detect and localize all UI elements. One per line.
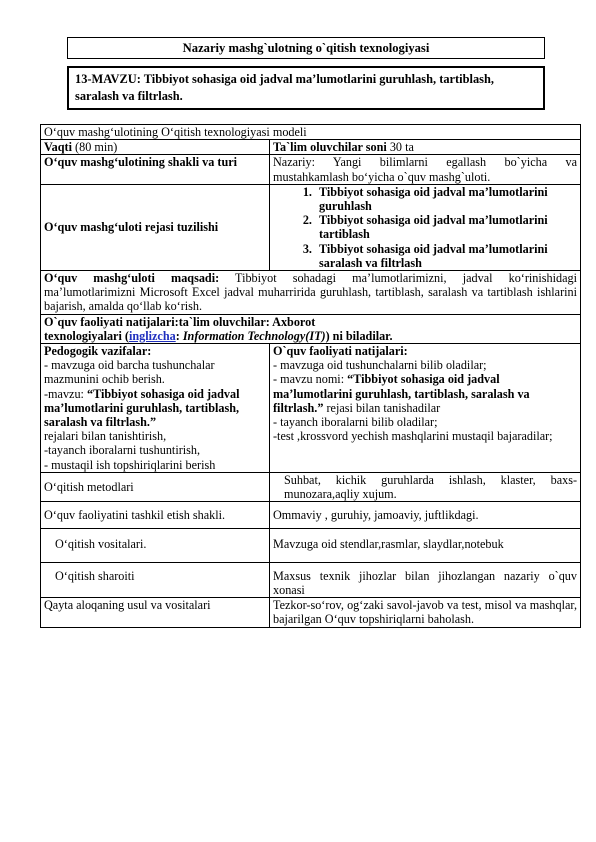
table-row	[41, 562, 581, 597]
goal-cell	[41, 271, 581, 315]
outcomes-line2-start: - mavzu nomi:	[273, 372, 348, 387]
methods-label: O‘qitish metodlari	[41, 472, 270, 501]
model-title: O‘quv mashg‘ulotining O‘qitish texnologiyasi modeli	[41, 125, 581, 140]
outcomes-label: O`quv faoliyati natijalari:	[273, 344, 408, 359]
goal-text: Tibbiyot sohadagi ma’lumotlarimizni, jadval ko‘rinishidagi ma’lumotlarimizni Microsoft Excel jadval muharririda guruhlash, tartiblash, saralash va tartiblash ishlarini bajarish, amalda qo‘llab ko‘rish.	[44, 271, 577, 314]
table-row	[41, 271, 581, 315]
tasks-cell	[41, 344, 270, 473]
tasks-line2-bold: “Tibbiyot sohasiga oid jadval ma’lumotlarini guruhlash, tartiblash, saralash va filtrlash.”	[44, 386, 240, 430]
feedback-value: Tezkor-so‘rov, og‘zaki savol-javob va test, misol va mashqlar, bajarilgan O‘quv topshiriqlarni baholash.	[270, 598, 581, 627]
table-row	[41, 344, 581, 473]
results-intro-line2-start: texnologiyalari (	[44, 328, 129, 343]
time-cell	[41, 140, 270, 155]
tools-label: O‘qitish vositalari.	[41, 529, 270, 562]
feedback-label: Qayta aloqaning usul va vositalari	[41, 598, 270, 627]
table-row	[41, 140, 581, 155]
list-item: 2. Tibbiyot sohasiga oid jadval ma’lumotlarini tartiblash	[315, 213, 577, 241]
plan-cell	[270, 184, 581, 270]
conditions-value: Maxsus texnik jihozlar bilan jihozlangan nazariy o`quv xonasi	[270, 562, 581, 597]
plan-label: O‘quv mashg‘uloti rejasi tuzilishi	[41, 184, 270, 270]
table-row	[41, 184, 581, 270]
results-intro-cell	[41, 314, 581, 343]
form-label: O‘quv mashg‘ulotining shakli va turi	[41, 155, 270, 184]
tasks-label: Pedogogik vazifalar:	[44, 344, 152, 359]
tasks-line: -tayanch iboralarni tushuntirish,	[44, 443, 201, 458]
table-row	[41, 155, 581, 184]
tasks-line: rejalari bilan tanishtirish,	[44, 429, 167, 444]
students-label: Ta`lim oluvchilar soni	[273, 140, 387, 155]
outcomes-line2-end: rejasi bilan tanishadilar	[323, 400, 441, 415]
tasks-line: - mustaqil ish topshiriqlarini berish	[44, 457, 216, 472]
tasks-line: - mavzuga oid barcha tushunchalar mazmunini ochib berish.	[44, 358, 215, 387]
table-row	[41, 314, 581, 343]
results-intro-line1: O`quv faoliyati natijalari:ta`lim oluvchilar: Axborot	[44, 314, 316, 329]
outcomes-line2-bold: “Tibbiyot sohasiga oid jadval ma’lumotlarini guruhlash, tartiblash, saralash va filtrlash.”	[273, 372, 530, 415]
list-item: 3. Tibbiyot sohasiga oid jadval ma’lumotlarini saralash va filtrlash	[315, 242, 577, 270]
tools-value: Mavzuga oid stendlar,rasmlar, slaydlar,notebuk	[270, 529, 581, 562]
time-value: (80 min)	[75, 140, 118, 155]
form-value: Nazariy: Yangi bilimlarni egallash bo`yicha va mustahkamlash bo‘yicha o`quv mashg`uloti.	[270, 155, 581, 184]
methods-value: Suhbat, kichik guruhlarda ishlash, klaster, baxs-munozara,aqliy xujum.	[270, 472, 581, 501]
conditions-label: O‘qitish sharoiti	[41, 562, 270, 597]
tasks-line	[44, 387, 266, 430]
students-value: 30 ta	[389, 140, 414, 155]
time-label: Vaqti	[44, 140, 72, 155]
results-intro-line2-end: ) ni biladilar.	[325, 328, 393, 343]
organization-label: O‘quv faoliyatini tashkil etish shakli.	[41, 502, 270, 529]
lesson-model-table	[40, 124, 581, 628]
outcomes-line: -test ,krossvord yechish mashqlarini mustaqil bajaradilar;	[273, 429, 553, 444]
table-row	[41, 598, 581, 627]
table-row	[41, 502, 581, 529]
list-item: 1. Tibbiyot sohasiga oid jadval ma’lumotlarini guruhlash	[315, 185, 577, 213]
results-intro-colon: :	[175, 328, 183, 343]
results-intro-italic: Information Technology(IT)	[182, 328, 326, 343]
inglizcha-link[interactable]: inglizcha	[128, 328, 176, 343]
outcomes-cell	[270, 344, 581, 473]
tasks-line2-start: -mavzu:	[44, 386, 87, 401]
table-row	[41, 125, 581, 140]
topic-title: 13-MAVZU: Tibbiyot sohasiga oid jadval ma’lumotlarini guruhlash, tartiblash, saralash va filtrlash.	[67, 66, 545, 110]
page-title: Nazariy mashg`ulotning o`qitish texnologiyasi	[67, 37, 545, 59]
students-cell	[270, 140, 581, 155]
outcomes-line: - tayanch iboralarni bilib oladilar;	[273, 415, 438, 430]
goal-label: O‘quv mashg‘uloti maqsadi:	[44, 271, 220, 286]
outcomes-line: - mavzuga oid tushunchalarni bilib oladilar;	[273, 358, 487, 373]
table-row	[41, 529, 581, 562]
plan-list	[273, 185, 577, 270]
outcomes-line	[273, 372, 577, 415]
table-row	[41, 472, 581, 501]
organization-value: Ommaviy , guruhiy, jamoaviy, juftlikdagi.	[270, 502, 581, 529]
